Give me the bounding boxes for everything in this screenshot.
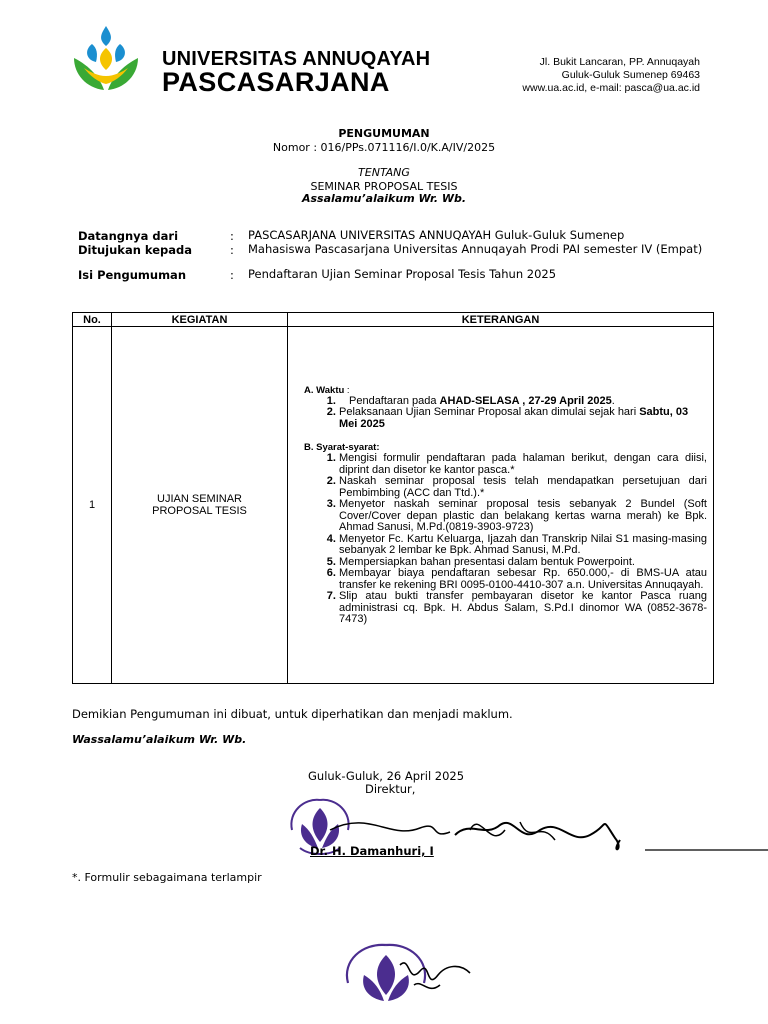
to-label: Ditujukan kepada xyxy=(78,243,193,257)
syarat-item: 1. Mengisi formulir pendaftaran pada halaman berikut, dengan cara diisi, diprint dan disetor ke kantor pasca.* xyxy=(339,453,707,476)
header-kegiatan: KEGIATAN xyxy=(112,313,288,327)
to-value: Mahasiswa Pascasarjana Universitas Annuqayah Prodi PAI semester IV (Empat) xyxy=(248,242,703,256)
content-value: Pendaftaran Ujian Seminar Proposal Tesis Tahun 2025 xyxy=(248,267,557,281)
syarat-list xyxy=(304,453,707,626)
section-a-label: A. Waktu xyxy=(304,384,345,396)
address-line: Jl. Bukit Lancaran, PP. Annuqayah xyxy=(539,56,700,68)
university-logo xyxy=(70,24,142,94)
syarat-item: 3. Menyetor naskah seminar proposal tesis sebanyak 2 Bundel (Soft Cover/Cover depan plastic dan belakang kertas warna merah) ke Bpk. Ahmad Sanusi, M.Pd.(0819-3903-9723) xyxy=(339,499,707,534)
syarat-item: 5. Mempersiapkan bahan presentasi dalam bentuk Powerpoint. xyxy=(339,557,707,569)
place-date: Guluk-Guluk, 26 April 2025 xyxy=(308,769,465,783)
waktu-date: Sabtu, 03 Mei 2025 xyxy=(339,406,689,430)
announcement-heading: PENGUMUMAN xyxy=(338,127,430,140)
waktu-item xyxy=(339,407,707,430)
waktu-text: Pendaftaran pada xyxy=(349,394,440,407)
opening-greeting: Assalamu’alaikum Wr. Wb. xyxy=(301,192,467,205)
kegiatan-line: PROPOSAL TESIS xyxy=(152,505,247,517)
position-title: Direktur, xyxy=(365,782,416,796)
row-kegiatan xyxy=(112,327,288,684)
colon: : xyxy=(230,229,234,243)
row-number: 1 xyxy=(73,327,112,684)
signature-stamp xyxy=(270,790,768,870)
header-keterangan: KETERANGAN xyxy=(288,313,714,327)
official-stamp xyxy=(330,935,490,1020)
row-keterangan xyxy=(288,327,714,684)
syarat-item: 6. Membayar biaya pendaftaran sebesar Rp. 650.000,- di BMS-UA atau transfer ke rekening BRI 0095-0100-4410-307 a.n. Universitas Annuqayah. xyxy=(339,568,707,591)
university-name: UNIVERSITAS ANNUQAYAH xyxy=(162,48,431,70)
table-row xyxy=(73,327,714,684)
from-value: PASCASARJANA UNIVERSITAS ANNUQAYAH Guluk-Guluk Sumenep xyxy=(248,228,625,242)
footnote: *. Formulir sebagaimana terlampir xyxy=(72,871,262,884)
activity-table xyxy=(72,312,714,684)
section-b-heading: B. Syarat-syarat: xyxy=(304,442,380,453)
syarat-item: 4. Menyetor Fc. Kartu Keluarga, Ijazah dan Transkrip Nilai S1 masing-masing sebanyak 2 lembar ke Bpk. Ahmad Sanusi, M.Pd. xyxy=(339,534,707,557)
colon: : xyxy=(230,243,234,257)
address-block xyxy=(522,56,700,95)
waktu-list xyxy=(304,396,707,431)
waktu-date: AHAD-SELASA , 27-29 April 2025 xyxy=(439,394,612,407)
school-name: PASCASARJANA xyxy=(162,67,390,97)
syarat-item: 2. Naskah seminar proposal tesis telah mendapatkan persetujuan dari Pembimbing (ACC dan Ttd.).* xyxy=(339,476,707,499)
section-a-colon: : xyxy=(344,384,350,396)
announcement-subject: SEMINAR PROPOSAL TESIS xyxy=(310,180,458,193)
contact-line: www.ua.ac.id, e-mail: pasca@ua.ac.id xyxy=(522,82,700,94)
waktu-text: Pelaksanaan Ujian Seminar Proposal akan dimulai sejak hari xyxy=(339,406,640,418)
kegiatan-line: UJIAN SEMINAR xyxy=(157,493,242,505)
closing-farewell: Wassalamu’alaikum Wr. Wb. xyxy=(72,733,247,746)
announcement-number: Nomor : 016/PPs.071116/I.0/K.A/IV/2025 xyxy=(272,141,496,154)
signatory-name: Dr. H. Damanhuri, I xyxy=(310,844,434,858)
about-label: TENTANG xyxy=(358,166,410,179)
table-header-row xyxy=(73,313,714,327)
waktu-text: . xyxy=(611,394,615,407)
from-label: Datangnya dari xyxy=(78,229,179,243)
header-no: No. xyxy=(73,313,112,327)
closing-statement: Demikian Pengumuman ini dibuat, untuk diperhatikan dan menjadi maklum. xyxy=(72,707,513,721)
syarat-item: 7. Slip atau bukti transfer pembayaran disetor ke kantor Pasca ruang administrasi cq. Bpk. H. Abdus Salam, S.Pd.I dinomor WA (0852-3678-7473) xyxy=(339,591,707,626)
colon: : xyxy=(230,268,234,282)
address-line: Guluk-Guluk Sumenep 69463 xyxy=(561,69,700,81)
content-label: Isi Pengumuman xyxy=(78,268,187,282)
